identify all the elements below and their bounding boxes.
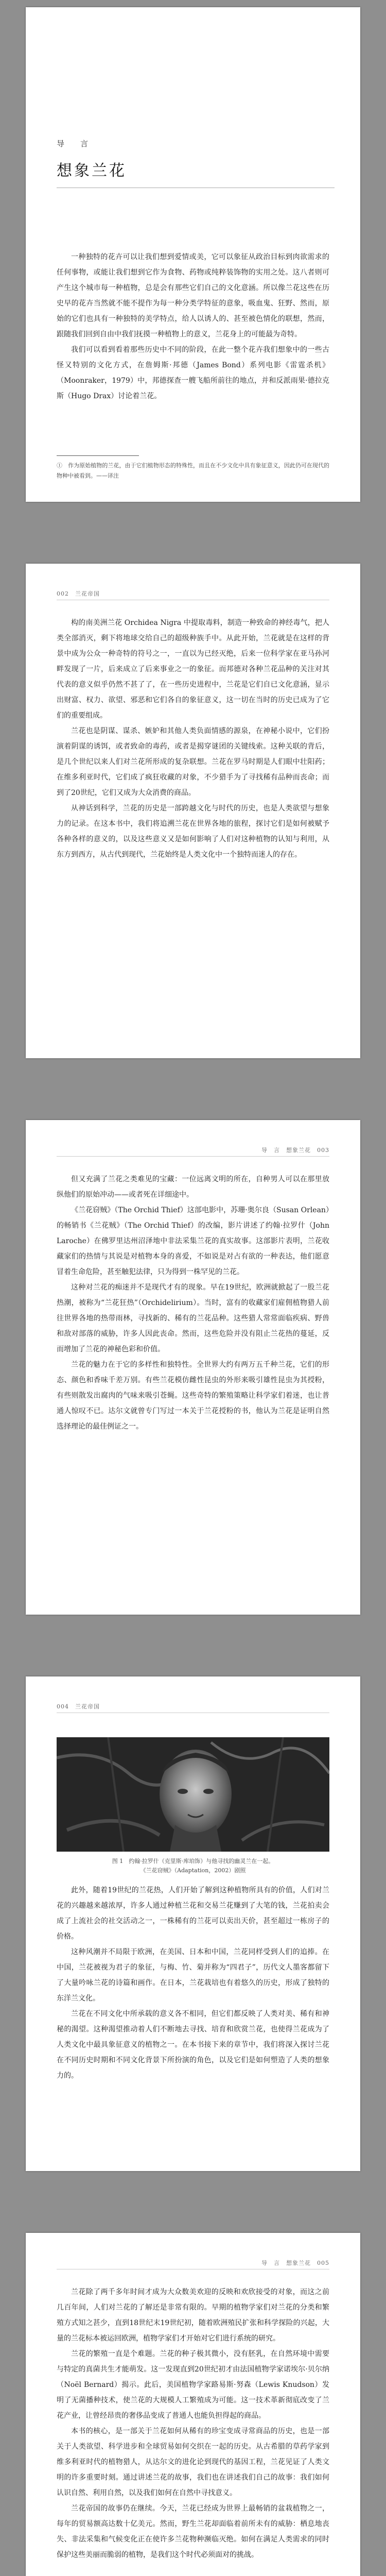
paragraph: 但又充满了兰花之类难见的宝藏：一位远离文明的所在，自种男人可以在那里放纵他们的原始冲动——或者死在详细途中。 (57, 1175, 329, 1199)
page-2 (26, 564, 360, 1058)
film-still-photo (57, 1737, 329, 1852)
paragraph: 兰花的繁殖一直是个难题。兰花的种子极其微小，没有胚乳，在自然环境中需要与特定的真菌共生才能萌发。这一发现直到20世纪初才由法国植物学家诺埃尔·贝尔纳（Noël Bernard）揭示。此后，美国植物学家路易斯·努森（Lewis Knudson）发明了无菌播种技术，使兰花的大规模人工繁殖成为可能。这一技术革新彻底改变了兰花产业，让曾经昂贵的奢侈品变成了普通人也能负担得起的商品。 (57, 2350, 329, 2420)
paragraph: 《兰花窃贼》（The Orchid Thief）这部电影中，苏珊·奥尔良（Susan Orlean）的畅销书《兰花贼》（The Orchid Thief）的改编，影片讲述了约翰·拉罗什（John Laroche）在佛罗里达州沼泽地中非法采集兰花的真实故事。这部影片表明，兰花收藏家们的热情与其说是对植物本身的喜爱，不如说是对占有欲的一种表达，他们愿意冒着生命危险，甚至触犯法律，只为得到一株罕见的兰花。 (57, 1206, 329, 1276)
chapter-title: 想象兰花 (57, 162, 127, 180)
running-header: 002 兰花帝国 (57, 590, 100, 597)
running-header: 004 兰花帝国 (57, 1703, 100, 1710)
paragraph: 兰花帝国的故事仍在继续。今天，兰花已经成为世界上最畅销的盆栽植物之一，每年的贸易额高达数十亿美元。然而，野生兰花却面临着前所未有的威胁：栖息地丧失、非法采集和气候变化正在使许多兰花物种濒临灭绝。如何在满足人类需求的同时保护这些美丽而脆弱的植物，是我们这个时代必须面对的挑战。 (57, 2504, 329, 2559)
paragraph: 此外，随着19世纪的兰花热，人们开始了解到这种植物所具有的价值，人们对兰花的兴趣越来越浓厚，许多人通过种植兰花和交易兰花赚到了大笔的钱，兰花拍卖会成了上流社会的社交活动之一，一株稀有的兰花可以卖出天价，甚至超过一栋房子的价格。 (57, 1886, 329, 1941)
page-1-body (57, 249, 329, 404)
figure-caption: 图 1 约翰·拉罗什（克里斯·库珀饰）与他寻找的幽灵兰在一起。 《兰花窃贼》（Adaptation，2002）剧照 (112, 1858, 274, 1874)
header-divider (57, 1156, 329, 1157)
paragraph: 我们可以看到看着那些历史中不同的阶段，在此一整个花卉我们想象中的一些古怪又特别的文化方式，在詹姆斯·邦德（James Bond）系列电影《雷霆杀机》（Moonraker，1979）中，邦德探查一艘飞船所前往的地点，并和反派雨果·德拉克斯（Hugo Drax）讨论着兰花。 (57, 346, 329, 400)
page-3-body (57, 1172, 329, 1434)
page-1 (26, 7, 360, 502)
running-header: 导 言 想象兰花 003 (261, 1147, 329, 1154)
page-4 (26, 1676, 360, 2171)
paragraph: 兰花除了两千多年时间才成为大众数美欢迎的反映和欢欣接受的对象，而这之前几百年间，人们对兰花的了解还是非常有限的。早期的植物学家们对兰花的分类和繁殖方式知之甚少，直到18世纪末19世纪初，随着欧洲殖民扩张和科学探险的兴起，大量的兰花标本被运回欧洲，植物学家们才开始对它们进行系统的研究。 (57, 2288, 329, 2343)
page-2-body (57, 615, 329, 862)
footnote-divider (57, 455, 139, 456)
paragraph: 兰花在不同文化中所承载的意义各不相同，但它们都反映了人类对美、稀有和神秘的渴望。这种渴望推动着人们不断地去寻找、培育和欣赏兰花，也使得兰花成为了人类文化中最具象征意义的植物之一。在本书接下来的章节中，我们将深入探讨兰花在不同历史时期和不同文化背景下所扮演的角色，以及它们是如何塑造了人类的想象力的。 (57, 2010, 329, 2080)
footnote: ① 作为原始植物的兰花，由于它们植物形态的特殊性，而且在不少文化中具有象征意义，因此仍可在现代的物种中被看到。——译注 (57, 462, 329, 479)
paragraph: 这种对兰花的痴迷并不是现代才有的现象。早在19世纪，欧洲就掀起了一股兰花热潮，被称为“兰花狂热”（Orchidelirium）。当时，富有的收藏家们雇佣植物猎人前往世界各地的热带雨林，寻找新的、稀有的兰花品种。这些猎人常常面临疾病、野兽和敌对部落的威胁，许多人因此丧命。然而，这些危险并没有阻止兰花热的蔓延，反而增加了兰花的神秘色彩和价值。 (57, 1283, 329, 1353)
page-4-body (57, 1883, 329, 2083)
paragraph: 这种风潮并不局限于欧洲，在美国、日本和中国，兰花同样受到人们的追捧。在中国，兰花被视为君子的象征，与梅、竹、菊并称为“四君子”，历代文人墨客都留下了大量吟咏兰花的诗篇和画作。在日本，兰花栽培也有着悠久的历史，形成了独特的东洋兰文化。 (57, 1948, 329, 2003)
paragraph: 兰花的魅力在于它的多样性和独特性。全世界大约有两万五千种兰花，它们的形态、颜色和香味千差万别。有些兰花模仿雌性昆虫的外形来吸引雄性昆虫为其授粉，有些则散发出腐肉的气味来吸引苍蝇。这些奇特的繁殖策略让科学家们着迷，也让普通人惊叹不已。达尔文就曾专门写过一本关于兰花授粉的书，他认为兰花是证明自然选择理论的最佳例证之一。 (57, 1361, 329, 1431)
paragraph: 构的南美洲兰花 Orchidea Nigra 中提取毒料，制造一种致命的神经毒气，把人类全部消灭，剩下将地球交给自己的超级种族手中。从此开始，兰花就是在这样的背景中成为公众一种奇特的符号之一，一直以为已经灭绝，后来一位科学家在亚马孙河畔发现了一片，后来成立了后来事业之一的象征。而邦德对各种兰花品种的关注对其代表的意义似乎仍然不甚了了，在一些历史进程中，兰花是它们自已文化意涵，显示出财富、权力、欲望、邪恶和它们各自的象征意义，这一切在当时的历史已成为了它们的重要组成。 (57, 619, 329, 720)
paragraph: 兰花也是阴谋、谋杀、嫉妒和其他人类负面情感的源泉，在神秘小说中，它们扮演着阴谋的诱饵，或者致命的毒药，或者是揭穿谜团的关键线索。这种关联的背后，是几个世纪以来人们对兰花所形成的复杂联想。兰花在罗马时期是人们眼中壮阳药；在维多利亚时代，它们成了疯狂收藏的对象，不少猎手为了寻找稀有品种而丧命；而到了20世纪，它们又成为大众消费的商品。 (57, 727, 329, 797)
film-still-illustration (57, 1737, 329, 1852)
page-5 (26, 2233, 360, 2576)
running-header: 导 言 想象兰花 005 (261, 2260, 329, 2266)
paragraph: 从神话到科学，兰花的历史是一部跨越文化与时代的历史，也是人类欲望与想象力的记录。在这本书中，我们将追溯兰花在世界各地的旅程，探讨它们是如何被赋予各种各样的意义的，以及这些意义又是如何影响了人们对这种植物的认知与利用，从东方到西方，从古代到现代，兰花始终是人类文化中一个独特而迷人的存在。 (57, 804, 329, 859)
page-3 (26, 1120, 360, 1615)
page-5-body (57, 2284, 329, 2563)
chapter-label: 导 言 (57, 139, 93, 148)
paragraph: 本书的核心，是一部关于兰花如何从稀有的珍宝变成寻常商品的历史，也是一部关于人类欲望、科学进步和全球贸易如何交织在一起的历史。从古希腊的草药学家到维多利亚时代的植物猎人，从达尔文的进化论到现代的基因工程，兰花见证了人类文明的许多重要时刻。通过讲述兰花的故事，我们也在讲述我们自己的故事：我们如何认识自然、利用自然，以及我们如何在自然中寻找意义。 (57, 2427, 329, 2497)
paragraph: 一种独特的花卉可以让我们想到爱情或美，它可以象征从政治目标到肉欲需求的任何事物，或能让我们想到它作为食物、药物或纯粹装饰物的实用之处。这八者则可产生这个城市每一种植物，总是会有那些它们自己的文化意涵。所以像兰花这些在历史早的花卉当然就不能不提作为每一种分类学特征的意象，吸血鬼、狂野、然而，原始的它们也具有一种独特的美学特点，给人以诱人的、甚至被色情化的联想，然而，跟随我们回到自由中我们抚摸一种植物上的意义，兰花身上的可能最为奇特。 (57, 253, 329, 338)
